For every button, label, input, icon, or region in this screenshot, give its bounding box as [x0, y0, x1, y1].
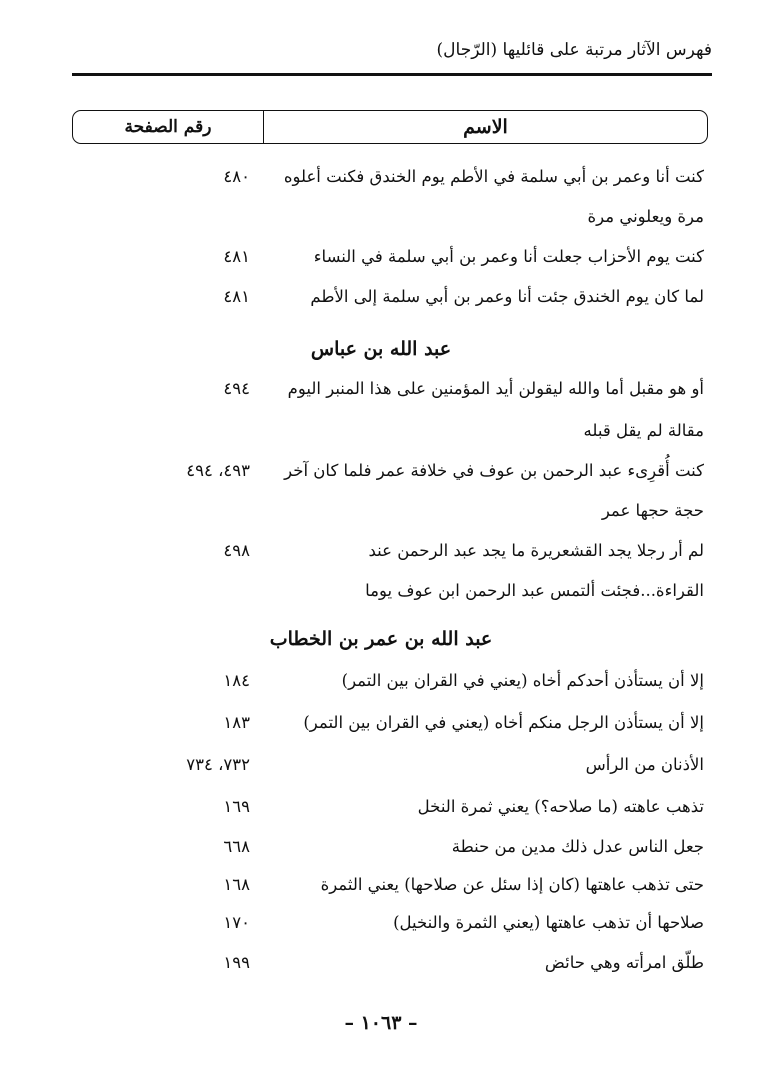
header-rule [72, 73, 712, 76]
index-entry [0, 830, 762, 864]
entry-text: إلا أن يستأذن الرجل منكم أخاه (يعني في القران بين التمر) [303, 713, 704, 732]
index-entry [0, 240, 762, 274]
index-entry [0, 906, 762, 940]
entry-page: ٦٦٨ [223, 837, 250, 856]
section-heading: عبد الله بن عمر بن الخطاب [269, 628, 493, 650]
entry-page: ١٦٩ [223, 797, 250, 816]
entry-page: ٤٩٤ [223, 379, 250, 398]
entry-text: أو هو مقبل أما والله ليقولن أيد المؤمنين على هذا المنبر اليوم [287, 379, 704, 398]
entry-text: لما كان يوم الخندق جئت أنا وعمر بن أبي سلمة إلى الأطم [310, 287, 704, 306]
entry-text: مرة ويعلوني مرة [587, 207, 704, 226]
index-table-header [72, 110, 708, 144]
entry-text: الأذنان من الرأس [585, 755, 704, 774]
entry-page: ٤٩٣، ٤٩٤ [186, 461, 250, 480]
entry-text: لم أر رجلا يجد القشعريرة ما يجد عبد الرحمن عند [368, 541, 704, 560]
entry-text: إلا أن يستأذن أحدكم أخاه (يعني في القران بين التمر) [341, 671, 704, 690]
index-entry [0, 414, 762, 448]
entry-text: كنت أنا وعمر بن أبي سلمة في الأطم يوم الخندق فكنت أعلوه [283, 167, 704, 186]
page-column-header: رقم الصفحة [124, 117, 212, 137]
index-entry [0, 280, 762, 314]
entry-text: صلاحها أن تذهب عاهتها (يعني الثمرة والنخيل) [393, 913, 704, 932]
entry-text: تذهب عاهته (ما صلاحه؟) يعني ثمرة النخل [417, 797, 704, 816]
index-entry [0, 790, 762, 824]
entry-page: ٤٨١ [223, 247, 250, 266]
index-entry [0, 706, 762, 740]
entry-page: ١٨٣ [223, 713, 250, 732]
running-title: فهرس الآثار مرتبة على قائليها (الرّجال) [436, 40, 712, 60]
entry-text: القراءة...فجئت ألتمس عبد الرحمن ابن عوف يوما [365, 581, 704, 600]
index-entry [0, 494, 762, 528]
page-number: – ١٠٦٣ – [344, 1012, 418, 1034]
entry-text: حتى تذهب عاهتها (كان إذا سئل عن صلاحها) يعني الثمرة [320, 875, 704, 894]
entry-page: ٤٨١ [223, 287, 250, 306]
index-entry [0, 868, 762, 902]
section-heading: عبد الله بن عباس [310, 338, 452, 360]
entry-page: ٤٨٠ [223, 167, 250, 186]
index-entry [0, 946, 762, 980]
index-entry [0, 200, 762, 234]
index-entry [0, 454, 762, 488]
entry-page: ١٦٨ [223, 875, 250, 894]
entry-page: ١٧٠ [223, 913, 250, 932]
entry-text: جعل الناس عدل ذلك مدين من حنطة [451, 837, 704, 856]
index-entry [0, 534, 762, 568]
index-entry [0, 574, 762, 608]
entry-page: ٤٩٨ [223, 541, 250, 560]
entry-page: ٧٣٢، ٧٣٤ [186, 755, 250, 774]
entry-text: حجة حجها عمر [601, 501, 704, 520]
entry-text: طلّق امرأته وهي حائض [544, 953, 704, 972]
index-entry [0, 664, 762, 698]
name-column-header: الاسم [263, 111, 707, 143]
entry-text: كنت أُقرِىء عبد الرحمن بن عوف في خلافة عمر فلما كان آخر [284, 461, 704, 480]
entry-text: مقالة لم يقل قبله [583, 421, 704, 440]
index-entry [0, 748, 762, 782]
entry-text: كنت يوم الأحزاب جعلت أنا وعمر بن أبي سلمة في النساء [313, 247, 704, 266]
index-entry [0, 160, 762, 194]
index-entry [0, 372, 762, 406]
entry-page: ١٩٩ [223, 953, 250, 972]
entry-page: ١٨٤ [223, 671, 250, 690]
